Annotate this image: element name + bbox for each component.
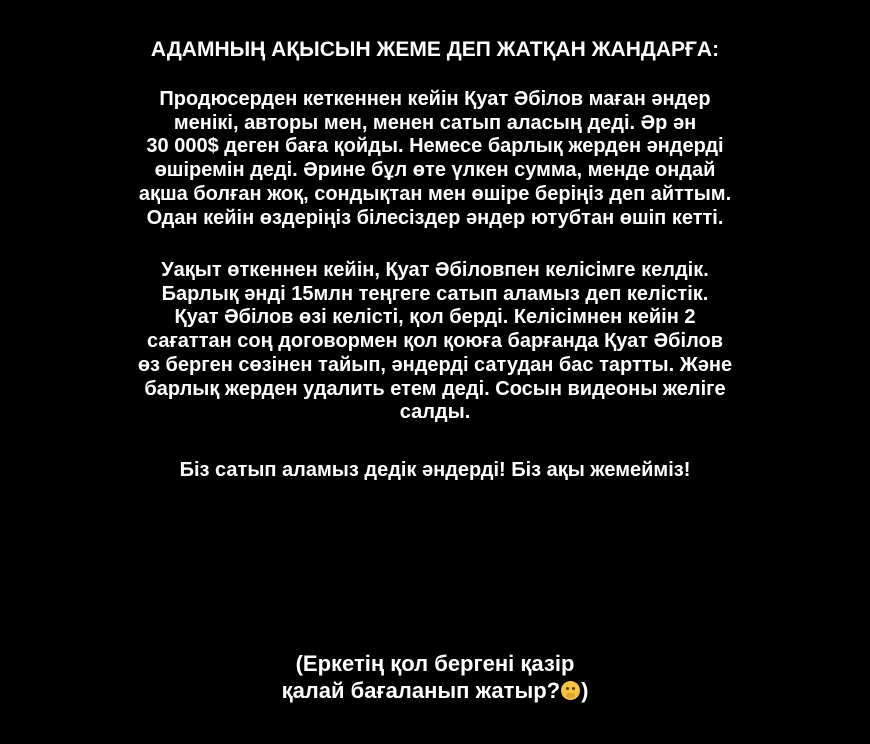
paragraph-2-line: Барлық әнді 15млн теңгеге сатып аламыз деп келістік. — [161, 282, 709, 305]
footer-line-1: (Еркетің қол бергені қазір — [295, 651, 575, 676]
paragraph-1-line: 30 000$ деген баға қойды. Немесе барлық жерден әндерді — [146, 135, 724, 158]
story-title: АДАМНЫҢ АҚЫСЫН ЖЕМЕ ДЕП ЖАТҚАН ЖАНДАРҒА: — [150, 38, 720, 61]
paragraph-2-line: салды. — [399, 401, 471, 424]
paragraph-2 — [60, 259, 810, 425]
paragraph-3 — [60, 459, 810, 483]
paragraph-1-line: менікі, авторы мен, менен сатып аласың деді. Әр ән — [173, 111, 697, 134]
paragraph-2-line: өз берген сөзінен тайып, әндерді сатудан бас тартты. Және — [137, 353, 733, 376]
footer-line-2-end: ) — [581, 678, 589, 703]
paragraph-2-line: Қуат Әбілов өзі келісті, қол берді. Келісімнен кейін 2 — [174, 306, 696, 329]
footer-line-2-text: қалай бағаланып жатыр? — [281, 678, 561, 703]
paragraph-1 — [60, 88, 810, 230]
paragraph-1-line: өшіремін деді. Әрине бұл өте үлкен сумма, менде ондай — [154, 159, 716, 182]
paragraph-2-line: барлық жерден удалить етем деді. Сосын видеоны желіге — [144, 377, 726, 400]
paragraph-1-line: Одан кейін өздеріңіз білесіздер әндер ютубтан өшіп кетті. — [146, 206, 724, 229]
footer-question — [200, 650, 670, 704]
paragraph-2-line: сағаттан соң договормен қол қоюға барғанда Қуат Әбілов — [146, 330, 724, 353]
emoji-hand-shape — [566, 693, 575, 698]
paragraph-1-line: Продюсерден кеткеннен кейін Қуат Әбілов маған әндер — [159, 88, 711, 110]
paragraph-3-line: Біз сатып аламыз дедік әндерді! Біз ақы жемейміз! — [179, 459, 691, 481]
thinking-face-icon — [561, 681, 580, 700]
paragraph-2-line: Уақыт өткеннен кейін, Қуат Әбіловпен келісімге келдік. — [161, 259, 709, 281]
footer-line-2 — [200, 677, 670, 704]
paragraph-1-line: ақша болған жоқ, сондықтан мен өшіре беріңіз деп айттым. — [138, 182, 732, 205]
